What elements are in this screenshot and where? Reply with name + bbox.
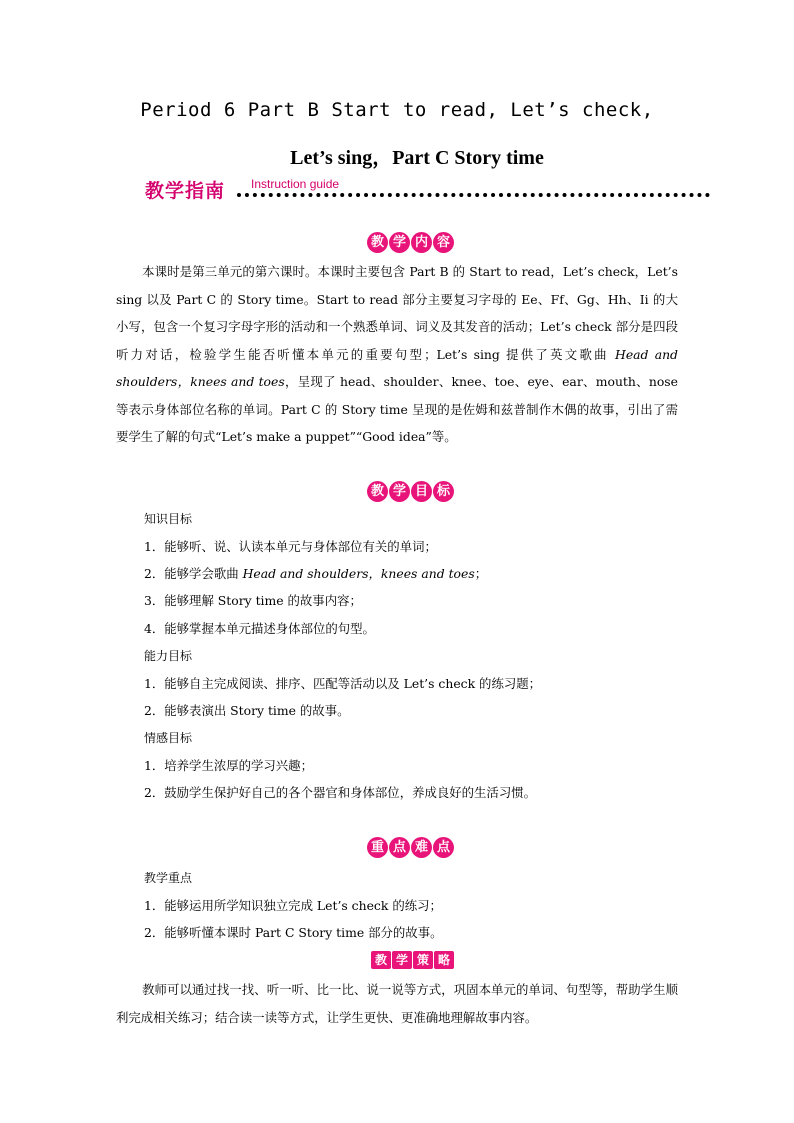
badge-char: 学 — [389, 481, 410, 502]
badge-char: 点 — [433, 837, 454, 858]
emotion-goal-1: 1．培养学生浓厚的学习兴趣； — [144, 758, 313, 773]
strategy-paragraph — [116, 976, 678, 1031]
badge-char: 略 — [434, 951, 454, 969]
title-line-2: Let’s sing，Part C Story time — [290, 147, 544, 169]
knowledge-goal-2: 2．能够学会歌曲 Head and shoulders，knees and toes； — [144, 566, 488, 581]
badge-char: 点 — [389, 837, 410, 858]
badge-char: 策 — [413, 951, 433, 969]
ability-goal-2: 2．能够表演出 Story time 的故事。 — [144, 703, 350, 718]
content-paragraph — [116, 258, 678, 451]
strategy-text: 教师可以通过找一找、听一听、比一比、说一说等方式，巩固本单元的单词、句型等，帮助学生顺利完成相关练习；结合读一读等方式，让学生更快、更准确地理解故事内容。 — [116, 982, 678, 1025]
badge-char: 难 — [411, 837, 432, 858]
badge-char: 学 — [392, 951, 412, 969]
badge-char: 学 — [389, 232, 410, 253]
badge-char: 教 — [367, 481, 388, 502]
emotion-goals-heading: 情感目标 — [144, 731, 193, 745]
knowledge-goals-heading: 知识目标 — [144, 512, 193, 526]
badge-char: 目 — [411, 481, 432, 502]
song-title: Head and shoulders，knees and toes — [242, 566, 475, 581]
guide-title-cn: 教学指南 — [145, 180, 226, 202]
badge-char: 重 — [367, 837, 388, 858]
key-point-2: 2．能够听懂本课时 Part C Story time 部分的故事。 — [144, 925, 443, 940]
badge-teaching-strategy — [371, 951, 455, 973]
dotted-leader — [237, 193, 710, 197]
song-title: Head and shoulders，knees and toes — [116, 346, 678, 389]
badge-char: 内 — [411, 232, 432, 253]
instruction-guide-header — [145, 176, 710, 202]
knowledge-goal-4: 4．能够掌握本单元描述身体部位的句型。 — [144, 621, 375, 636]
guide-title-en: Instruction guide — [251, 177, 340, 191]
key-points-heading: 教学重点 — [144, 871, 193, 885]
badge-char: 容 — [433, 232, 454, 253]
emotion-goal-2: 2．鼓励学生保护好自己的各个器官和身体部位，养成良好的生活习惯。 — [144, 785, 536, 800]
badge-char: 教 — [367, 232, 388, 253]
badge-teaching-goals — [367, 481, 455, 503]
title-line-1: Period 6 Part B Start to read, Let’s check, — [140, 99, 654, 121]
badge-char: 教 — [371, 951, 391, 969]
content-text-a: 本课时是第三单元的第六课时。本课时主要包含 Part B 的 Start to read，Let’s check，Let’s sing 以及 Part C 的 Story time。Start to read 部分主要复习字母的 Ee、Ff、Gg、Hh、Ii 的大小写，包含一个复习字母字形的活动和一个熟悉单词、词义及其发音的活动；Let’s check 部分是四段听力对话，检验学生能否听懂本单元的重要句型；Let’s sing 提供了英文歌曲 — [116, 264, 678, 362]
key-point-1: 1．能够运用所学知识独立完成 Let’s check 的练习； — [144, 898, 442, 913]
content-text-b: ，呈现了 head、shoulder、knee、toe、eye、ear、mouth、nose 等表示身体部位名称的单词。Part C 的 Story time 呈现的是佐姆和兹普制作木偶的故事，引出了需要学生了解的句式“Let’s make a puppet”“Good idea”等。 — [116, 374, 679, 444]
badge-teaching-content — [367, 232, 455, 254]
badge-char: 标 — [433, 481, 454, 502]
knowledge-goal-1: 1．能够听、说、认读本单元与身体部位有关的单词； — [144, 539, 437, 554]
badge-key-points — [367, 837, 455, 859]
ability-goals-heading: 能力目标 — [144, 649, 193, 663]
knowledge-goal-3: 3．能够理解 Story time 的故事内容； — [144, 593, 362, 608]
ability-goal-1: 1．能够自主完成阅读、排序、匹配等活动以及 Let’s check 的练习题； — [144, 676, 542, 691]
